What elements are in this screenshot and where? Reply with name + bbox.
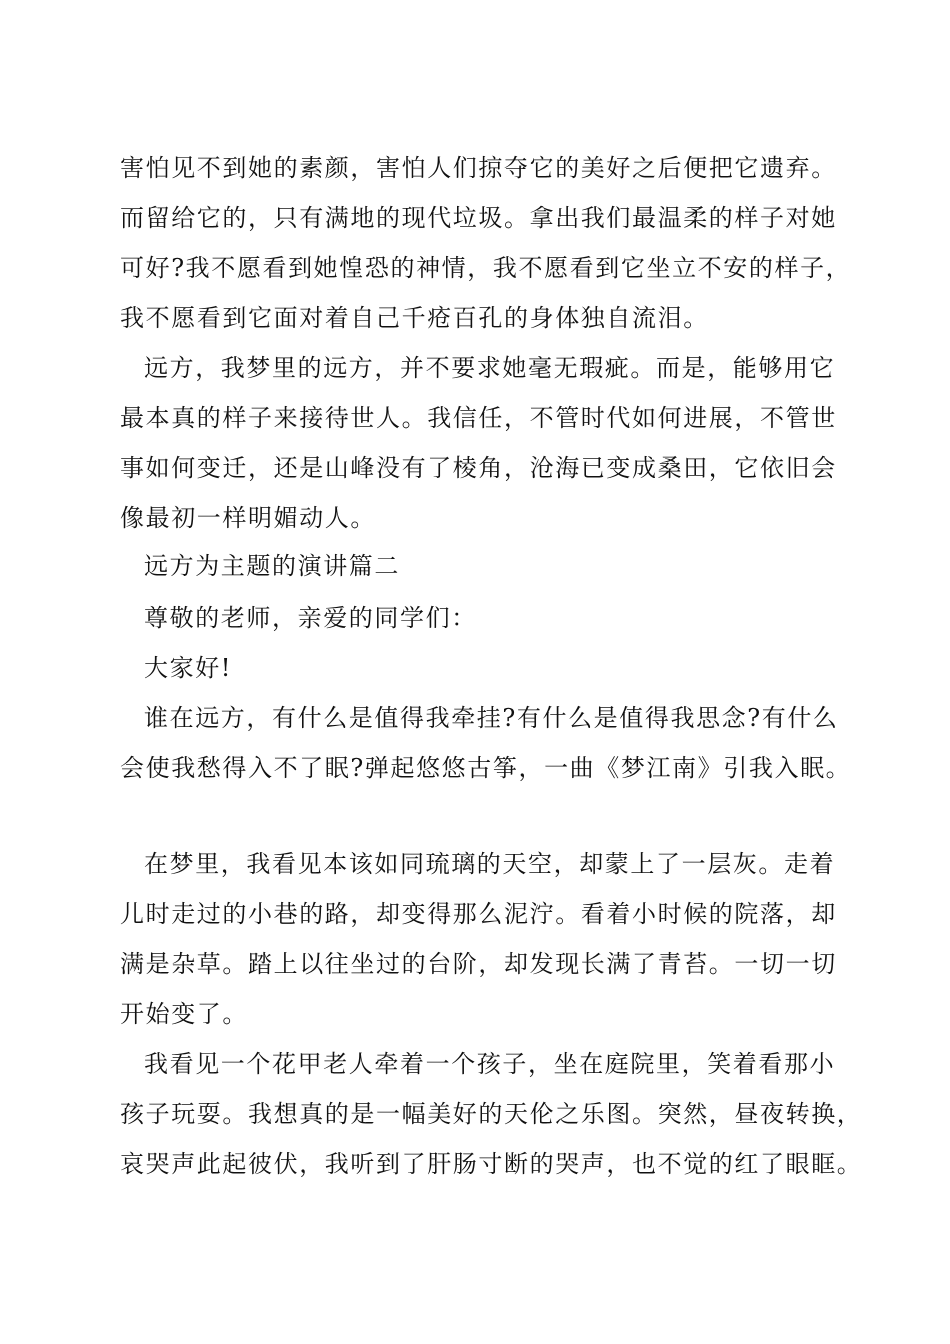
text-line: 我看见一个花甲老人牵着一个孩子，坐在庭院里，笑着看那小 <box>144 1050 836 1078</box>
text-line: 儿时走过的小巷的路，却变得那么泥泞。看着小时候的院落，却 <box>120 900 837 928</box>
text-line: 最本真的样子来接待世人。我信任，不管时代如何进展，不管世 <box>120 404 837 432</box>
text-line: 满是杂草。踏上以往坐过的台阶，却发现长满了青苔。一切一切 <box>120 950 837 978</box>
section-heading: 远方为主题的演讲篇二 <box>144 552 400 580</box>
salutation: 尊敬的老师，亲爱的同学们： <box>144 604 477 632</box>
greeting: 大家好! <box>144 654 233 682</box>
text-line: 事如何变迁，还是山峰没有了棱角，沧海已变成桑田，它依旧会 <box>120 454 837 482</box>
text-line: 我不愿看到它面对着自己千疮百孔的身体独自流泪。 <box>120 304 709 332</box>
text-line: 远方，我梦里的远方，并不要求她毫无瑕疵。而是，能够用它 <box>144 354 836 382</box>
text-line: 而留给它的，只有满地的现代垃圾。拿出我们最温柔的样子对她 <box>120 204 837 232</box>
text-line: 可好?我不愿看到她惶恐的神情，我不愿看到它坐立不安的样子， <box>120 254 852 282</box>
text-line: 害怕见不到她的素颜，害怕人们掠夺它的美好之后便把它遗弃。 <box>120 154 837 182</box>
text-line: 谁在远方，有什么是值得我牵挂?有什么是值得我思念?有什么 <box>144 704 839 732</box>
text-line: 孩子玩耍。我想真的是一幅美好的天伦之乐图。突然，昼夜转换， <box>120 1100 863 1128</box>
text-line: 哀哭声此起彼伏，我听到了肝肠寸断的哭声，也不觉的红了眼眶。 <box>120 1150 863 1178</box>
text-line: 会使我愁得入不了眠?弹起悠悠古筝，一曲《梦江南》引我入眠。 <box>120 754 852 782</box>
text-line: 像最初一样明媚动人。 <box>120 504 376 532</box>
text-line: 开始变了。 <box>120 1000 248 1028</box>
text-line: 在梦里，我看见本该如同琉璃的天空，却蒙上了一层灰。走着 <box>144 850 836 878</box>
